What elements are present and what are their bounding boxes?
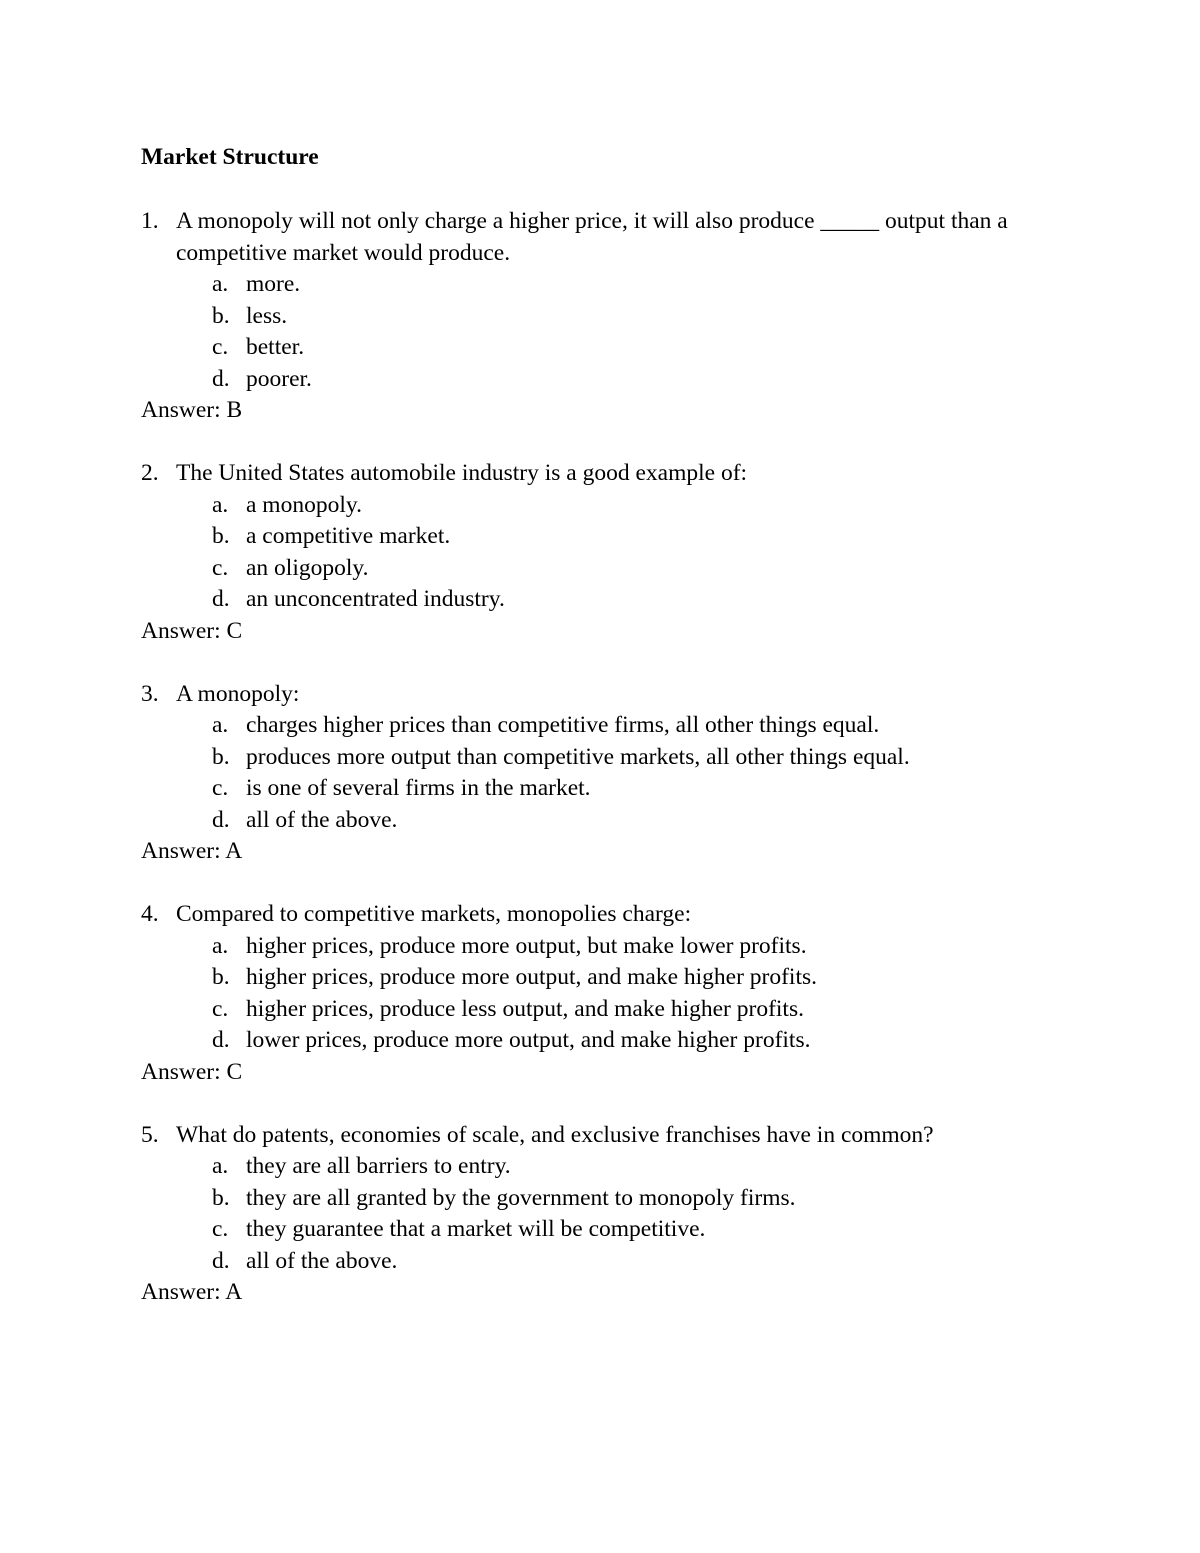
question-text: What do patents, economies of scale, and exclusive franchises have in common?	[176, 1121, 934, 1148]
option-d	[141, 805, 1071, 837]
option-b	[141, 962, 1071, 994]
option-letter: c.	[212, 1216, 229, 1242]
option-text: an unconcentrated industry.	[246, 586, 505, 612]
option-list	[141, 490, 1071, 616]
option-c	[141, 332, 1071, 364]
answer-line	[141, 1277, 1071, 1309]
option-text: a monopoly.	[246, 491, 362, 518]
option-list	[141, 710, 1071, 836]
question-number: 1.	[141, 208, 159, 234]
question-4	[141, 899, 1071, 1088]
option-text: all of the above.	[246, 1247, 398, 1274]
answer-value: B	[226, 397, 243, 423]
answer-value: C	[226, 617, 243, 644]
option-c	[141, 994, 1071, 1026]
option-letter: c.	[212, 995, 229, 1022]
option-b	[141, 301, 1071, 333]
option-a	[141, 490, 1071, 522]
option-text: charges higher prices than competitive firms, all other things equal.	[246, 712, 880, 738]
option-text: more.	[246, 271, 301, 297]
option-letter: b.	[212, 964, 230, 990]
answer-label: Answer:	[141, 397, 221, 423]
answer-label: Answer:	[141, 838, 221, 864]
option-letter: c.	[212, 334, 229, 360]
question-5	[141, 1120, 1071, 1309]
option-letter: c.	[212, 554, 229, 581]
option-text: better.	[246, 334, 305, 360]
answer-line	[141, 395, 1071, 427]
option-letter: b.	[212, 1184, 230, 1211]
option-letter: d.	[212, 806, 230, 833]
answer-label: Answer:	[141, 1058, 221, 1085]
option-letter: a.	[212, 1153, 229, 1179]
option-a	[141, 1151, 1071, 1183]
option-letter: b.	[212, 523, 230, 549]
question-stem	[141, 206, 1071, 269]
option-list	[141, 931, 1071, 1057]
question-text: A monopoly:	[176, 680, 300, 707]
option-b	[141, 1183, 1071, 1215]
question-1	[141, 206, 1071, 427]
answer-label: Answer:	[141, 1279, 221, 1305]
document-title: Market Structure	[141, 144, 319, 170]
option-list	[141, 1151, 1071, 1277]
question-3	[141, 679, 1071, 868]
question-text: A monopoly will not only charge a higher price, it will also produce _____ output than a competitive market would produce.	[176, 208, 1008, 266]
option-list	[141, 269, 1071, 395]
question-text: Compared to competitive markets, monopolies charge:	[176, 901, 692, 927]
question-stem	[141, 458, 1071, 490]
question-stem	[141, 679, 1071, 711]
option-letter: a.	[212, 712, 229, 738]
option-text: they are all barriers to entry.	[246, 1153, 511, 1179]
question-number: 5.	[141, 1121, 159, 1148]
option-b	[141, 521, 1071, 553]
question-text: The United States automobile industry is a good example of:	[176, 460, 748, 486]
option-text: less.	[246, 302, 288, 329]
option-letter: b.	[212, 302, 230, 329]
answer-value: A	[225, 838, 243, 864]
option-text: higher prices, produce more output, and make higher profits.	[246, 964, 818, 990]
option-a	[141, 710, 1071, 742]
option-c	[141, 553, 1071, 585]
option-d	[141, 364, 1071, 396]
option-text: higher prices, produce less output, and make higher profits.	[246, 995, 804, 1022]
option-d	[141, 1246, 1071, 1278]
question-number: 2.	[141, 460, 159, 486]
option-text: higher prices, produce more output, but make lower profits.	[246, 932, 807, 959]
answer-value: C	[226, 1058, 243, 1085]
option-letter: a.	[212, 271, 229, 297]
option-letter: c.	[212, 775, 229, 801]
answer-label: Answer:	[141, 617, 221, 644]
answer-value: A	[225, 1279, 243, 1305]
option-letter: d.	[212, 365, 230, 392]
option-text: poorer.	[246, 365, 312, 392]
option-text: a competitive market.	[246, 523, 451, 549]
option-letter: a.	[212, 932, 229, 959]
option-c	[141, 1214, 1071, 1246]
option-a	[141, 269, 1071, 301]
option-text: is one of several firms in the market.	[246, 775, 591, 801]
answer-line	[141, 616, 1071, 648]
question-stem	[141, 899, 1071, 931]
option-text: they guarantee that a market will be competitive.	[246, 1216, 706, 1242]
option-b	[141, 742, 1071, 774]
option-d	[141, 584, 1071, 616]
question-number: 3.	[141, 680, 159, 707]
question-2	[141, 458, 1071, 647]
option-text: produces more output than competitive markets, all other things equal.	[246, 743, 910, 770]
answer-line	[141, 836, 1071, 868]
question-stem	[141, 1120, 1071, 1152]
answer-line	[141, 1057, 1071, 1089]
option-letter: d.	[212, 1247, 230, 1274]
option-letter: d.	[212, 586, 230, 612]
option-letter: d.	[212, 1027, 230, 1053]
question-number: 4.	[141, 901, 159, 927]
option-text: an oligopoly.	[246, 554, 369, 581]
option-a	[141, 931, 1071, 963]
document-page	[141, 140, 1071, 1340]
option-text: lower prices, produce more output, and make higher profits.	[246, 1027, 811, 1053]
option-c	[141, 773, 1071, 805]
option-text: they are all granted by the government to monopoly firms.	[246, 1184, 796, 1211]
option-letter: b.	[212, 743, 230, 770]
option-d	[141, 1025, 1071, 1057]
option-letter: a.	[212, 491, 229, 518]
option-text: all of the above.	[246, 806, 398, 833]
